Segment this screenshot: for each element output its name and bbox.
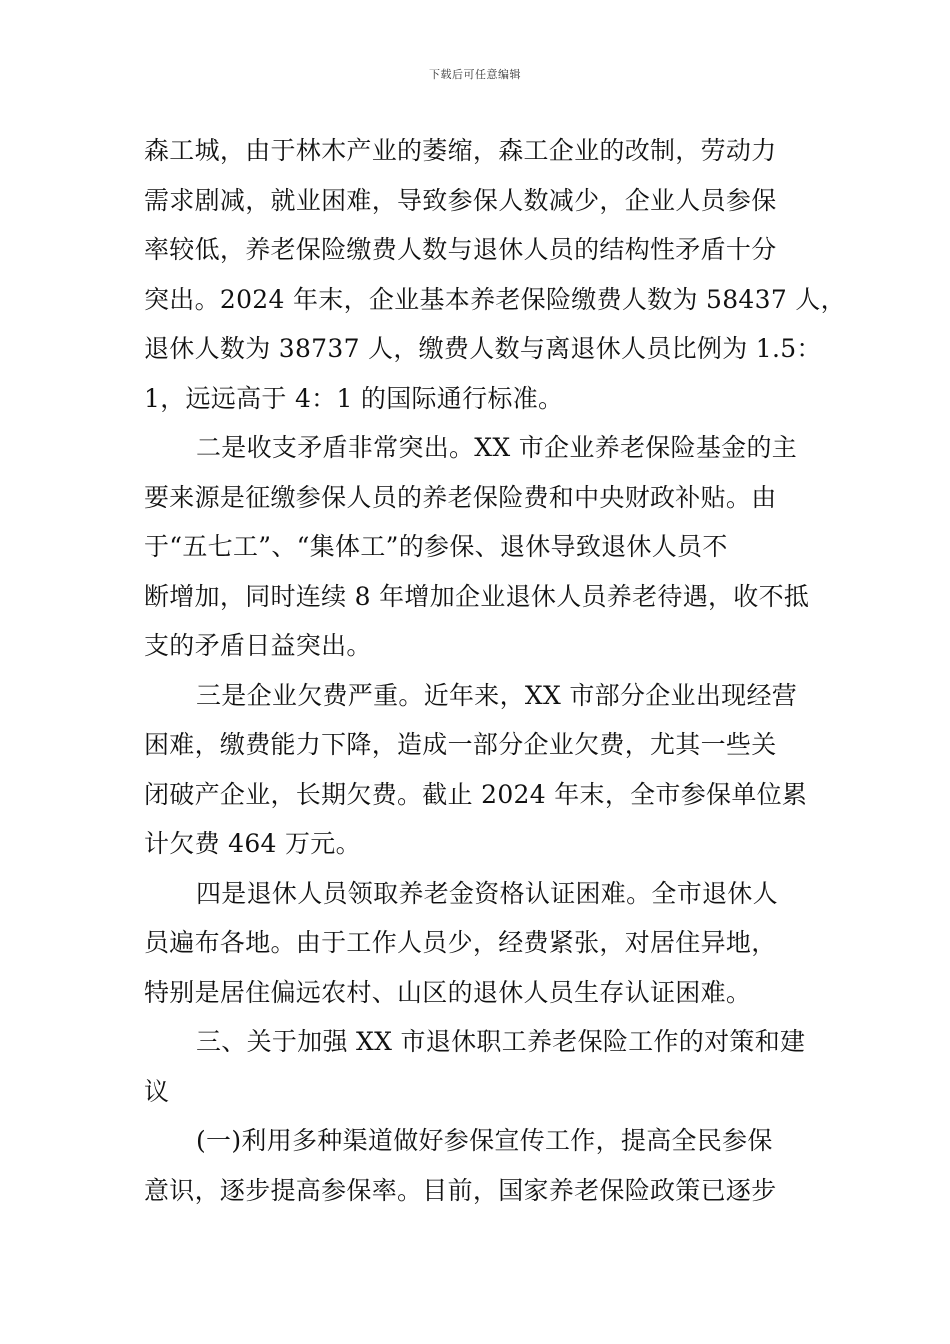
text-line: 突出。2024 年末，企业基本养老保险缴费人数为 58437 人， (144, 284, 846, 314)
text-line: 需求剧减，就业困难，导致参保人数减少，企业人员参保 (144, 185, 777, 215)
text-line: 率较低，养老保险缴费人数与退休人员的结构性矛盾十分 (144, 235, 777, 264)
text-line: 1，远远高于 4：1 的国际通行标准。 (144, 383, 564, 413)
paragraph-start-line: 四是退休人员领取养老金资格认证困难。全市退休人 (196, 878, 778, 908)
text-line: 要来源是征缴参保人员的养老保险费和中央财政补贴。由 (144, 482, 777, 512)
paragraph-start-line: (一)利用多种渠道做好参保宣传工作，提高全民参保 (196, 1126, 773, 1155)
text-line: 员遍布各地。由于工作人员少，经费紧张，对居住异地， (144, 928, 777, 957)
page-header: 下载后可任意编辑 (429, 68, 521, 81)
text-line: 计欠费 464 万元。 (144, 829, 361, 858)
text-line: 意识，逐步提高参保率。目前，国家养老保险政策已逐步 (144, 1175, 777, 1205)
section-heading-line: 议 (144, 1076, 170, 1106)
paragraph-start-line: 三是企业欠费严重。近年来，XX 市部分企业出现经营 (196, 680, 798, 710)
text-line: 断增加，同时连续 8 年增加企业退休人员养老待遇，收不抵 (144, 581, 810, 611)
text-line: 支的矛盾日益突出。 (144, 631, 372, 660)
text-line: 于“五七工”、“集体工”的参保、退休导致退休人员不 (144, 532, 728, 561)
text-line: 闭破产企业，长期欠费。截止 2024 年末，全市参保单位累 (144, 779, 808, 809)
section-heading-line: 三、关于加强 XX 市退休职工养老保险工作的对策和建 (196, 1027, 806, 1056)
body-text (144, 126, 846, 1215)
text-line: 困难，缴费能力下降，造成一部分企业欠费，尤其一些关 (144, 730, 777, 759)
text-line: 退休人数为 38737 人，缴费人数与离退休人员比例为 1.5： (144, 334, 822, 363)
paragraph-start-line: 二是收支矛盾非常突出。XX 市企业养老保险基金的主 (196, 433, 798, 462)
text-line: 特别是居住偏远农村、山区的退休人员生存认证困难。 (144, 977, 752, 1007)
text-line: 森工城，由于林木产业的萎缩，森工企业的改制，劳动力 (144, 136, 777, 165)
